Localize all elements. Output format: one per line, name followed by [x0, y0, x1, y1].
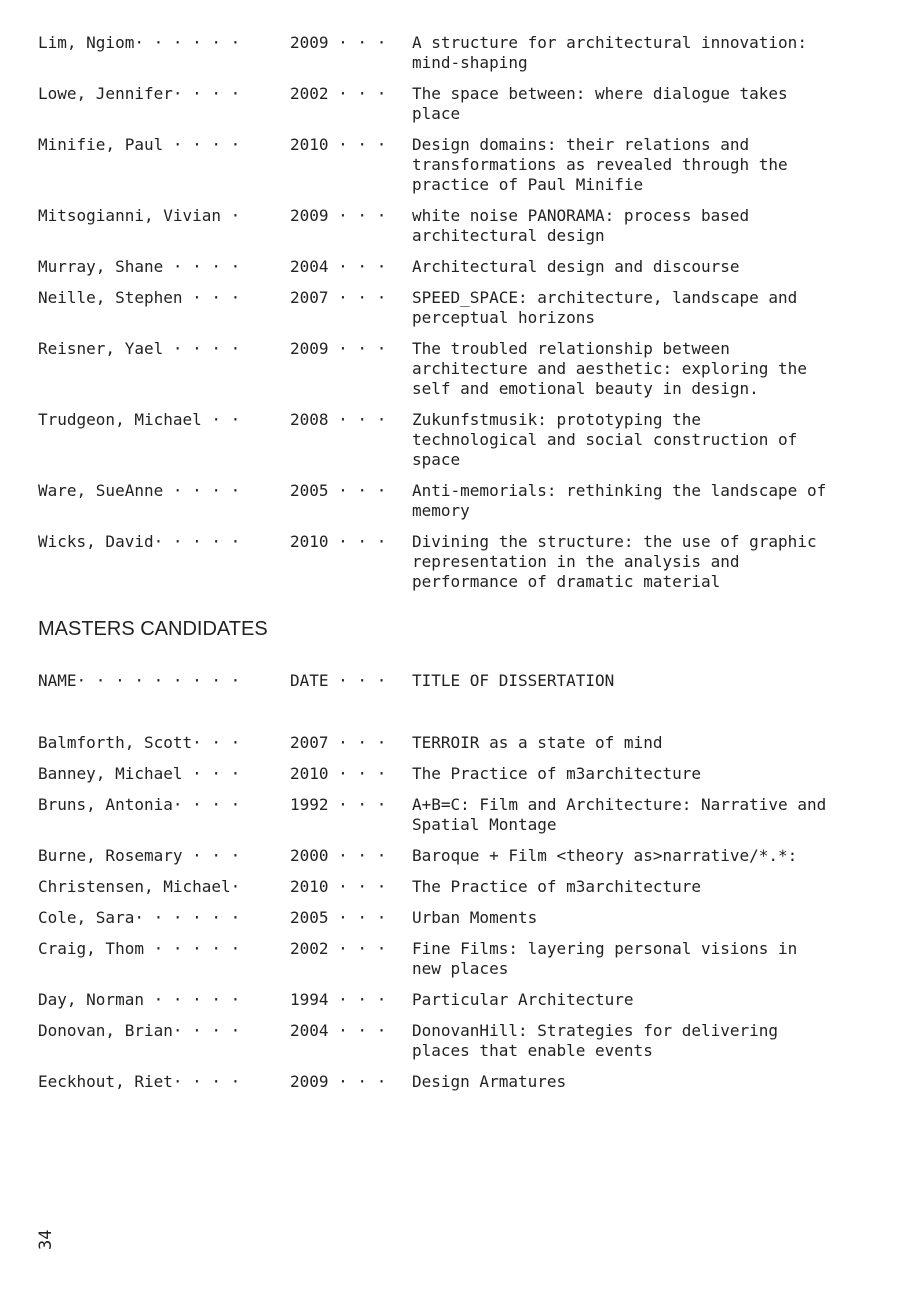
dissertation-title: Design domains: their relations and transformations as revealed through the practice of Paul Minifie	[412, 135, 788, 194]
candidate-name: Reisner, Yael · · · ·	[38, 339, 241, 358]
candidate-year: 2002 · · ·	[290, 939, 387, 958]
dissertation-title: Zukunfstmusik: prototyping the technological and social construction of space	[412, 410, 798, 469]
dissertation-title: The Practice of m3architecture	[412, 877, 701, 896]
dissertation-title: A+B=C: Film and Architecture: Narrative and Spatial Montage	[412, 795, 827, 834]
page-number: 34	[36, 1229, 56, 1250]
dissertation-title: Architectural design and discourse	[412, 257, 740, 276]
column-header-date: DATE · · ·	[290, 671, 387, 690]
candidate-name: Lim, Ngiom· · · · · ·	[38, 33, 241, 52]
list-item	[38, 339, 838, 399]
document-page	[38, 33, 838, 1103]
list-item	[38, 990, 838, 1010]
dissertation-title: Particular Architecture	[412, 990, 634, 1009]
candidate-year: 2009 · · ·	[290, 339, 387, 358]
dissertation-title: The troubled relationship between architecture and aesthetic: exploring the self and emotional beauty in design.	[412, 339, 807, 398]
candidate-name: Christensen, Michael·	[38, 877, 241, 896]
list-item	[38, 257, 838, 277]
masters-list	[38, 733, 838, 1092]
list-item	[38, 733, 838, 753]
list-item	[38, 410, 838, 470]
candidate-year: 2005 · · ·	[290, 481, 387, 500]
candidate-year: 1992 · · ·	[290, 795, 387, 814]
candidate-year: 2009 · · ·	[290, 1072, 387, 1091]
dissertation-title: Divining the structure: the use of graphic representation in the analysis and performance of dramatic material	[412, 532, 817, 591]
candidate-name: Craig, Thom · · · · ·	[38, 939, 241, 958]
candidate-year: 2009 · · ·	[290, 206, 387, 225]
candidate-name: Day, Norman · · · · ·	[38, 990, 241, 1009]
candidate-name: Eeckhout, Riet· · · ·	[38, 1072, 241, 1091]
candidate-name: Trudgeon, Michael · ·	[38, 410, 241, 429]
candidate-year: 2000 · · ·	[290, 846, 387, 865]
candidate-name: Minifie, Paul · · · ·	[38, 135, 241, 154]
dissertation-title: The Practice of m3architecture	[412, 764, 701, 783]
list-item	[38, 795, 838, 835]
list-item	[38, 1021, 838, 1061]
candidate-name: Burne, Rosemary · · ·	[38, 846, 241, 865]
list-item	[38, 764, 838, 784]
list-item	[38, 33, 838, 73]
candidate-name: Donovan, Brian· · · ·	[38, 1021, 241, 1040]
dissertation-title: A structure for architectural innovation: mind-shaping	[412, 33, 807, 72]
list-item	[38, 877, 838, 897]
list-item	[38, 288, 838, 328]
candidate-name: Cole, Sara· · · · · ·	[38, 908, 241, 927]
candidate-name: Ware, SueAnne · · · ·	[38, 481, 241, 500]
candidate-year: 2008 · · ·	[290, 410, 387, 429]
dissertation-title: SPEED_SPACE: architecture, landscape and perceptual horizons	[412, 288, 798, 327]
list-item	[38, 532, 838, 592]
candidate-year: 2010 · · ·	[290, 532, 387, 551]
candidate-year: 2007 · · ·	[290, 288, 387, 307]
candidate-year: 2004 · · ·	[290, 1021, 387, 1040]
candidate-year: 2010 · · ·	[290, 877, 387, 896]
section-heading: MASTERS CANDIDATES	[38, 618, 268, 640]
candidate-year: 1994 · · ·	[290, 990, 387, 1009]
candidate-name: Banney, Michael · · ·	[38, 764, 241, 783]
list-item	[38, 1072, 838, 1092]
dissertation-title: Design Armatures	[412, 1072, 567, 1091]
candidate-name: Murray, Shane · · · ·	[38, 257, 241, 276]
dissertation-title: DonovanHill: Strategies for delivering places that enable events	[412, 1021, 779, 1060]
candidate-name: Neille, Stephen · · ·	[38, 288, 241, 307]
list-item	[38, 846, 838, 866]
list-item	[38, 84, 838, 124]
list-item	[38, 481, 838, 521]
column-header-name: NAME· · · · · · · · ·	[38, 671, 241, 690]
candidate-year: 2005 · · ·	[290, 908, 387, 927]
dissertation-title: Anti-memorials: rethinking the landscape of memory	[412, 481, 827, 520]
column-header-title: TITLE OF DISSERTATION	[412, 671, 615, 690]
dissertation-title: The space between: where dialogue takes place	[412, 84, 788, 123]
candidate-year: 2002 · · ·	[290, 84, 387, 103]
candidate-name: Bruns, Antonia· · · ·	[38, 795, 241, 814]
candidate-name: Balmforth, Scott· · ·	[38, 733, 241, 752]
phd-list	[38, 33, 838, 592]
list-item	[38, 206, 838, 246]
dissertation-title: white noise PANORAMA: process based architectural design	[412, 206, 750, 245]
candidate-year: 2007 · · ·	[290, 733, 387, 752]
column-header-row	[38, 671, 838, 691]
dissertation-title: Fine Films: layering personal visions in new places	[412, 939, 798, 978]
candidate-name: Mitsogianni, Vivian ·	[38, 206, 241, 225]
dissertation-title: Urban Moments	[412, 908, 538, 927]
dissertation-title: TERROIR as a state of mind	[412, 733, 663, 752]
candidate-year: 2009 · · ·	[290, 33, 387, 52]
candidate-name: Lowe, Jennifer· · · ·	[38, 84, 241, 103]
list-item	[38, 908, 838, 928]
list-item	[38, 939, 838, 979]
dissertation-title: Baroque + Film <theory as>narrative/*.*:	[412, 846, 798, 865]
candidate-year: 2004 · · ·	[290, 257, 387, 276]
candidate-name: Wicks, David· · · · ·	[38, 532, 241, 551]
candidate-year: 2010 · · ·	[290, 764, 387, 783]
list-item	[38, 135, 838, 195]
candidate-year: 2010 · · ·	[290, 135, 387, 154]
